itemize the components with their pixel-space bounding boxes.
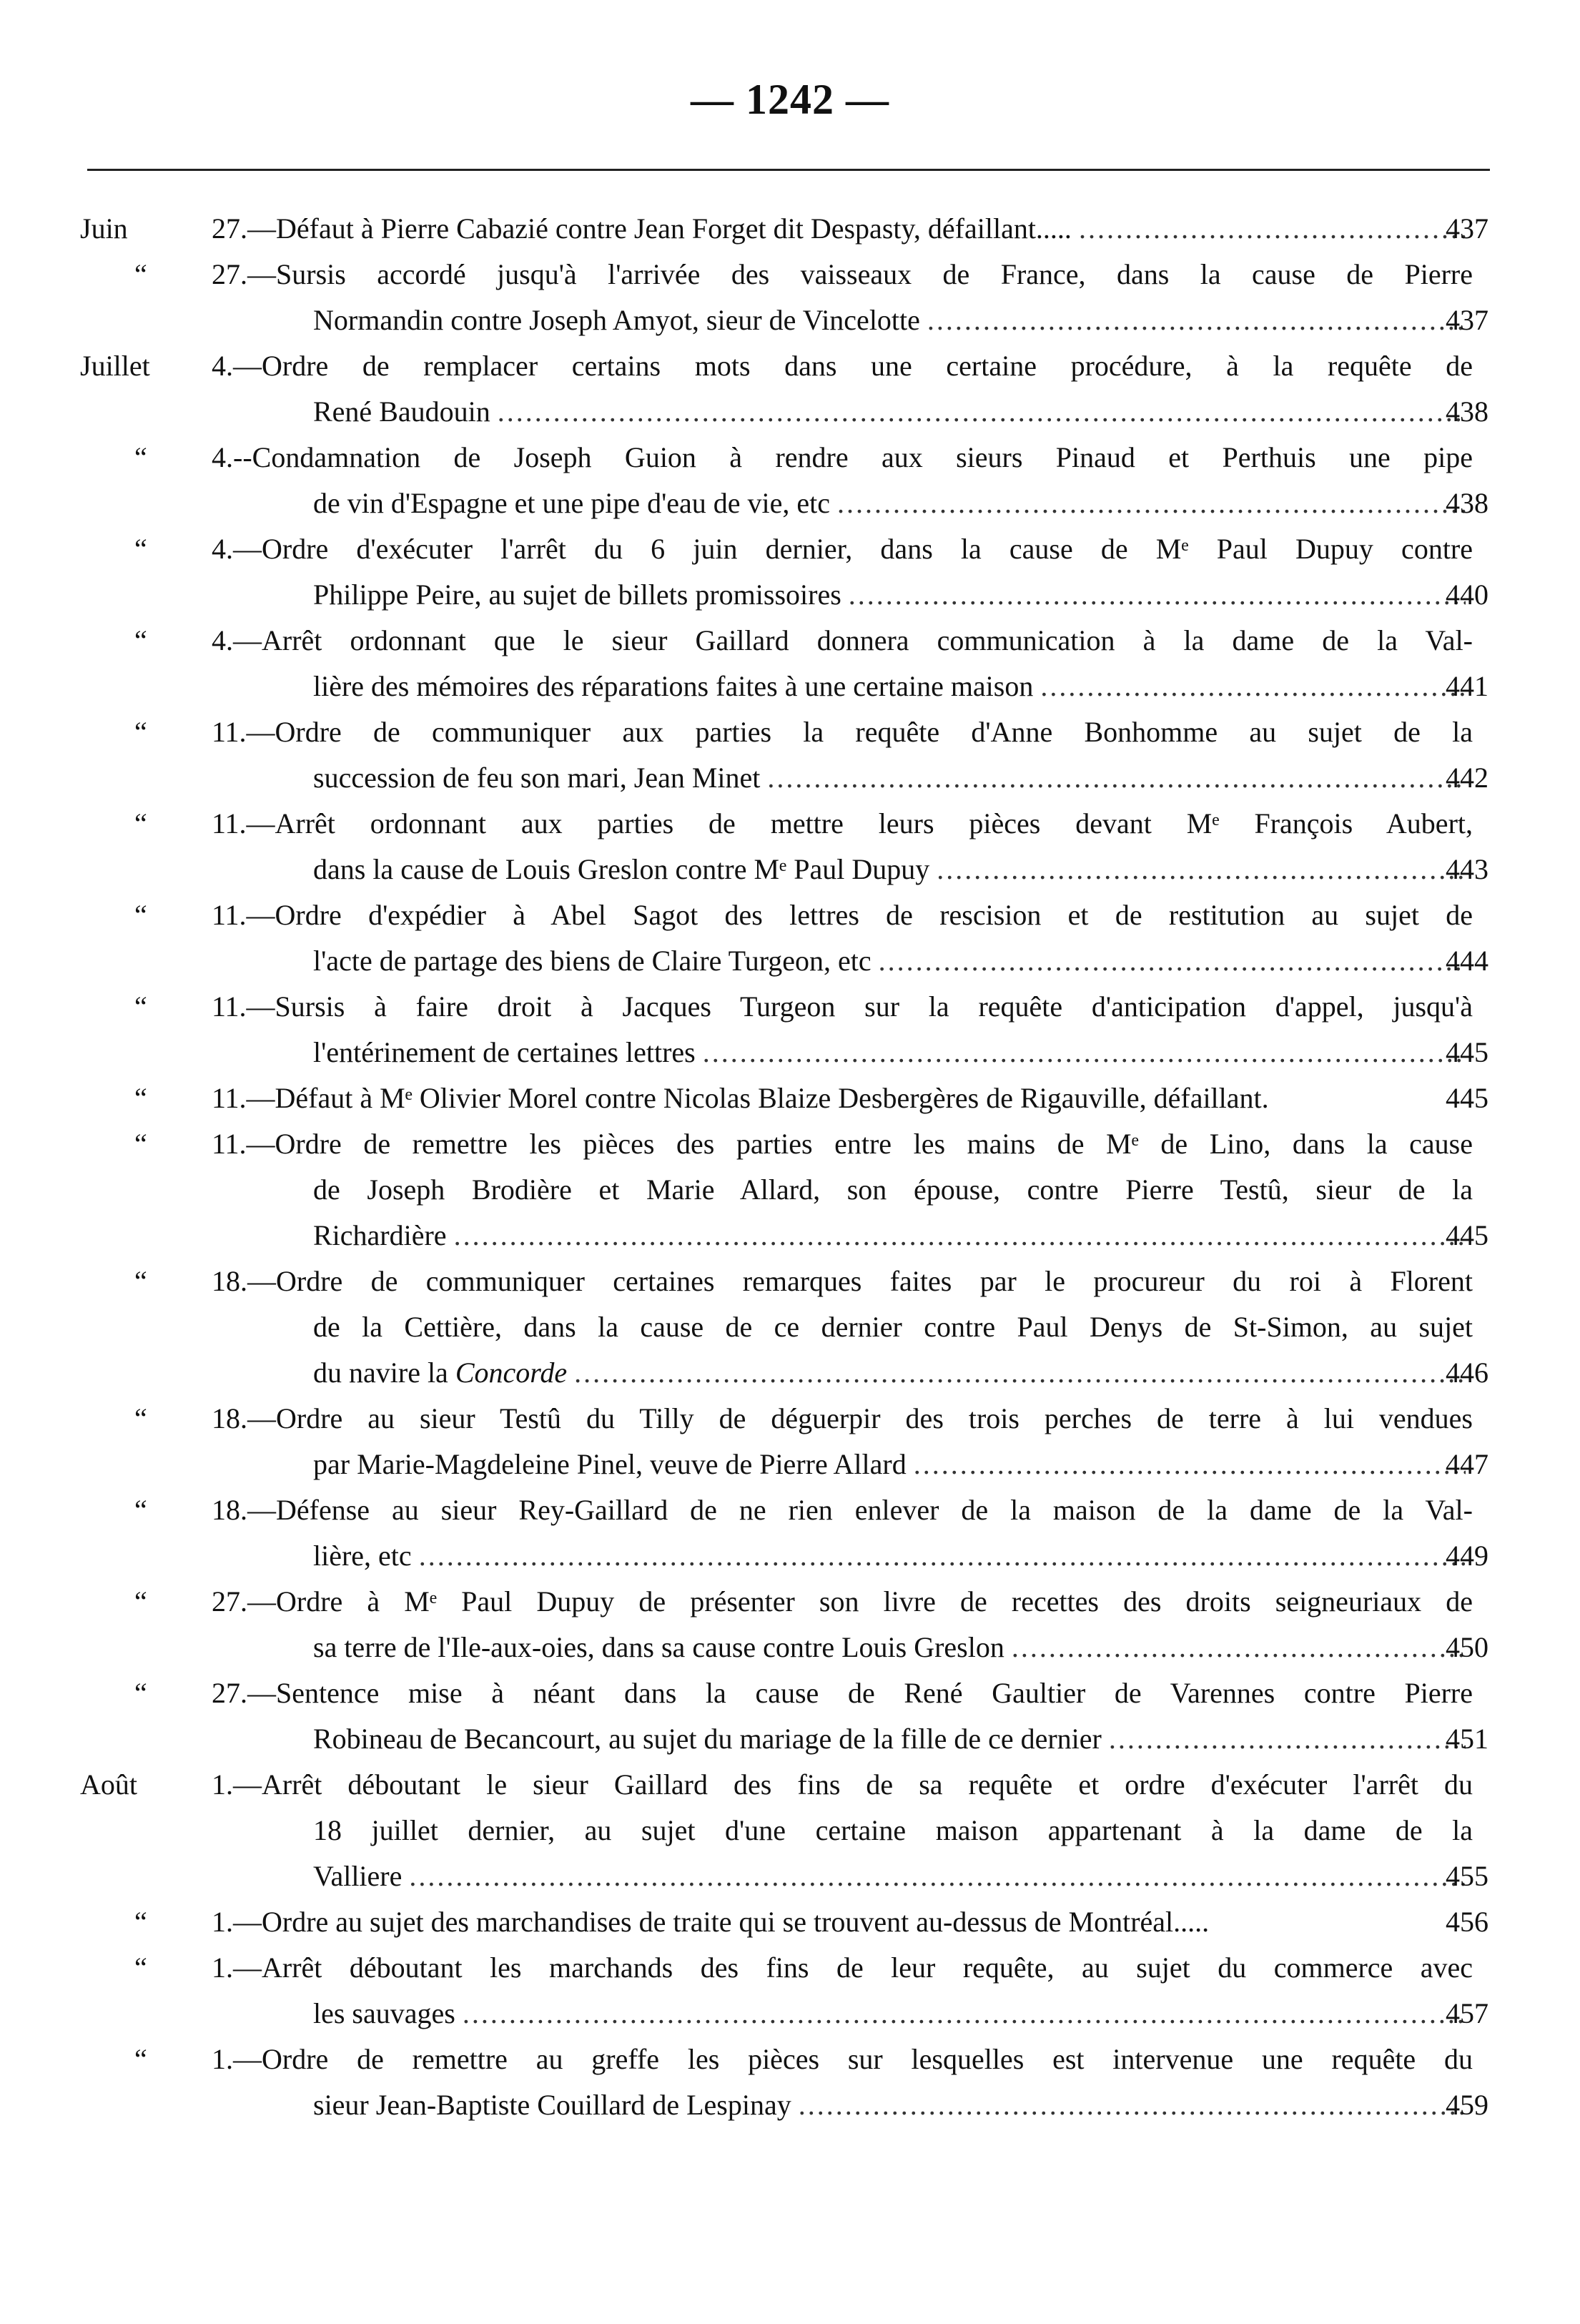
- entry-text: 27.—Sentence mise à néant dans la cause de René Gaultier de Varennes contre Pierre: [212, 1677, 1473, 1709]
- entry-line: [0, 755, 1580, 801]
- entry-line: [0, 1853, 1580, 1899]
- entry-text: [313, 938, 1473, 984]
- page-number: — 1242 —: [691, 76, 889, 123]
- entry-line: [0, 389, 1580, 435]
- entry-line: [0, 2037, 1580, 2082]
- page-reference: 438: [1446, 487, 1488, 519]
- entry-line: [0, 1442, 1580, 1487]
- entry-text: [313, 1442, 1473, 1487]
- index-entry: [0, 1899, 1580, 1945]
- entry-text: [313, 755, 1473, 801]
- entry-text: [313, 297, 1473, 343]
- ditto-mark: “: [134, 1082, 147, 1114]
- entry-line: [0, 481, 1580, 526]
- dot-leader: [454, 1213, 1466, 1259]
- entry-line: [0, 984, 1580, 1030]
- ditto-mark: “: [134, 1494, 147, 1526]
- entry-line: [0, 435, 1580, 481]
- entry-text: [313, 664, 1473, 709]
- page-reference: 441: [1446, 670, 1488, 702]
- entry-text-content: succession de feu son mari, Jean Minet: [313, 762, 761, 794]
- entry-text: 11.—Arrêt ordonnant aux parties de mettre leurs pièces devant Mᵉ François Aubert,: [212, 807, 1473, 840]
- page-reference: 450: [1446, 1631, 1488, 1663]
- entry-text: [313, 1030, 1473, 1075]
- entry-text: [313, 1853, 1473, 1899]
- ditto-mark: “: [134, 441, 147, 473]
- index-entry: [0, 2037, 1580, 2128]
- entry-line: [0, 297, 1580, 343]
- index-entry: [0, 1121, 1580, 1259]
- ditto-mark: “: [134, 1951, 147, 1984]
- entry-text-content: l'acte de partage des biens de Claire Turgeon, etc: [313, 945, 872, 977]
- entry-line: [0, 252, 1580, 297]
- entry-text-content: lière des mémoires des réparations faites à une certaine maison: [313, 670, 1034, 702]
- entry-line: [0, 1213, 1580, 1259]
- ditto-mark: “: [134, 1906, 147, 1938]
- page-reference: 447: [1446, 1448, 1488, 1480]
- page-reference: 445: [1446, 1036, 1488, 1068]
- entry-text: [313, 1716, 1473, 1762]
- entry-text: 4.—Arrêt ordonnant que le sieur Gaillard donnera communication à la dame de la Val-: [212, 624, 1473, 656]
- entry-line: [0, 847, 1580, 892]
- entry-text-content: Richardière: [313, 1219, 447, 1251]
- entry-text: [313, 2082, 1473, 2128]
- ditto-mark: “: [134, 624, 147, 656]
- ditto-mark: “: [134, 807, 147, 840]
- dot-leader: [767, 755, 1466, 801]
- entry-text-content: Valliere: [313, 1860, 403, 1892]
- entry-line: [0, 1945, 1580, 1991]
- entry-text: 18.—Ordre au sieur Testû du Tilly de déguerpir des trois perches de terre à lui vendues: [212, 1402, 1473, 1434]
- index-entry: [0, 252, 1580, 343]
- entry-line: [0, 1121, 1580, 1167]
- entry-line: [0, 206, 1580, 252]
- entry-text: de Joseph Brodière et Marie Allard, son épouse, contre Pierre Testû, sieur de la: [313, 1173, 1473, 1206]
- entry-text: [313, 1991, 1473, 2037]
- dot-leader: [837, 481, 1466, 526]
- entry-line: [0, 1396, 1580, 1442]
- entry-text-content: 27.—Défaut à Pierre Cabazié contre Jean Forget dit Despasty, défaillant.....: [212, 212, 1072, 245]
- entry-text-content: lière, etc: [313, 1540, 412, 1572]
- ditto-mark: “: [134, 258, 147, 290]
- entry-text: 27.—Sursis accordé jusqu'à l'arrivée des vaisseaux de France, dans la cause de Pierre: [212, 258, 1473, 290]
- entry-text: 11.—Ordre d'expédier à Abel Sagot des lettres de rescision et de restitution au sujet de: [212, 899, 1473, 931]
- page-reference: 459: [1446, 2089, 1488, 2121]
- entry-line: [0, 618, 1580, 664]
- entry-text: 1.—Ordre de remettre au greffe les pièces sur lesquelles est intervenue une requête du: [212, 2043, 1473, 2075]
- page-reference: 449: [1446, 1540, 1488, 1572]
- entry-text-content: l'entérinement de certaines lettres: [313, 1036, 696, 1068]
- index-entry: [0, 1396, 1580, 1487]
- entry-line: [0, 1259, 1580, 1304]
- dot-leader: [1012, 1625, 1466, 1670]
- entry-text: [313, 847, 1473, 892]
- entry-line: [0, 1670, 1580, 1716]
- entry-line: [0, 1625, 1580, 1670]
- ditto-mark: “: [134, 1677, 147, 1709]
- entry-text: 1.—Ordre au sujet des marchandises de traite qui se trouvent au-dessus de Montréal.....: [212, 1906, 1210, 1938]
- entry-text-content: Robineau de Becancourt, au sujet du mariage de la fille de ce dernier: [313, 1723, 1102, 1755]
- entry-text: [313, 572, 1473, 618]
- dot-leader: [463, 1991, 1466, 2037]
- entry-line: [0, 1533, 1580, 1579]
- entry-line: [0, 664, 1580, 709]
- index-entry: [0, 206, 1580, 252]
- entry-text: [212, 206, 1473, 252]
- index-entry: [0, 526, 1580, 618]
- entry-line: [0, 526, 1580, 572]
- index-entry: [0, 984, 1580, 1075]
- ditto-mark: “: [134, 2043, 147, 2075]
- entry-text-content: Normandin contre Joseph Amyot, sieur de Vincelotte: [313, 304, 920, 336]
- entry-text: 1.—Arrêt déboutant le sieur Gaillard des fins de sa requête et ordre d'exécuter l'arrêt du: [212, 1768, 1473, 1801]
- entry-text-content: Philippe Peire, au sujet de billets promissoires: [313, 578, 841, 611]
- header-rule: [87, 169, 1490, 171]
- index-entry: [0, 801, 1580, 892]
- index-entry: [0, 1579, 1580, 1670]
- page-reference: 451: [1446, 1723, 1488, 1755]
- dot-leader: [1040, 664, 1466, 709]
- page-reference: 440: [1446, 578, 1488, 611]
- entry-text: [313, 1625, 1473, 1670]
- page-reference: 437: [1446, 212, 1488, 245]
- dot-leader: [498, 389, 1466, 435]
- entry-line: [0, 892, 1580, 938]
- index-entry: [0, 618, 1580, 709]
- index-entry: [0, 1762, 1580, 1899]
- dot-leader: [937, 847, 1466, 892]
- entry-line: [0, 1808, 1580, 1853]
- entry-text: [313, 1213, 1473, 1259]
- month-label: Juillet: [80, 350, 150, 382]
- entry-text: [313, 389, 1473, 435]
- entry-text: 18.—Ordre de communiquer certaines remarques faites par le procureur du roi à Florent: [212, 1265, 1473, 1297]
- index-entry: [0, 1259, 1580, 1396]
- ditto-mark: “: [134, 1402, 147, 1434]
- entry-text-content: du navire la Concorde: [313, 1357, 568, 1389]
- index-entry: [0, 709, 1580, 801]
- page-reference: 438: [1446, 395, 1488, 428]
- entry-line: [0, 1304, 1580, 1350]
- dot-leader: [927, 297, 1466, 343]
- index-entry: [0, 1487, 1580, 1579]
- month-label: Août: [80, 1768, 137, 1801]
- ship-name: Concorde: [455, 1357, 568, 1389]
- entry-text-content: René Baudouin: [313, 395, 490, 428]
- entry-text: [313, 481, 1473, 526]
- entry-text: 4.--Condamnation de Joseph Guion à rendre aux sieurs Pinaud et Perthuis une pipe: [212, 441, 1473, 473]
- page-reference: 455: [1446, 1860, 1488, 1892]
- entry-text: 11.—Ordre de communiquer aux parties la requête d'Anne Bonhomme au sujet de la: [212, 716, 1473, 748]
- entry-text: 4.—Ordre de remplacer certains mots dans une certaine procédure, à la requête de: [212, 350, 1473, 382]
- ditto-mark: “: [134, 533, 147, 565]
- index-entry: [0, 892, 1580, 984]
- dot-leader: [799, 2082, 1466, 2128]
- index-entry: [0, 435, 1580, 526]
- entry-line: [0, 801, 1580, 847]
- entry-text: [313, 1350, 1473, 1396]
- page-reference: 444: [1446, 945, 1488, 977]
- dot-leader: [849, 572, 1466, 618]
- entry-line: [0, 1075, 1580, 1121]
- entry-text: 27.—Ordre à Mᵉ Paul Dupuy de présenter son livre de recettes des droits seigneuriaux de: [212, 1585, 1473, 1618]
- page-reference: 443: [1446, 853, 1488, 885]
- entry-text-content: les sauvages: [313, 1997, 455, 2029]
- dot-leader: [574, 1350, 1466, 1396]
- entry-line: [0, 1167, 1580, 1213]
- index-entry: [0, 1670, 1580, 1762]
- index-entry: [0, 1075, 1580, 1121]
- entry-line: [0, 1716, 1580, 1762]
- entry-text-content: sieur Jean-Baptiste Couillard de Lespinay: [313, 2089, 791, 2121]
- entry-text-content: dans la cause de Louis Greslon contre Mᵉ Paul Dupuy: [313, 853, 930, 885]
- entry-line: [0, 2082, 1580, 2128]
- index-entry: [0, 1945, 1580, 2037]
- ditto-mark: “: [134, 1265, 147, 1297]
- entry-list: [0, 206, 1580, 2128]
- entry-text: de la Cettière, dans la cause de ce dernier contre Paul Denys de St-Simon, au sujet: [313, 1311, 1473, 1343]
- entry-text: 18.—Défense au sieur Rey-Gaillard de ne rien enlever de la maison de la dame de la Val-: [212, 1494, 1473, 1526]
- entry-text: 11.—Défaut à Mᵉ Olivier Morel contre Nicolas Blaize Desbergères de Rigauville, défaillant.: [212, 1082, 1269, 1114]
- dot-leader: [914, 1442, 1466, 1487]
- dot-leader: [419, 1533, 1466, 1579]
- entry-line: [0, 1762, 1580, 1808]
- ditto-mark: “: [134, 716, 147, 748]
- page-reference: 437: [1446, 304, 1488, 336]
- ditto-mark: “: [134, 1585, 147, 1618]
- ditto-mark: “: [134, 1128, 147, 1160]
- entry-text: 4.—Ordre d'exécuter l'arrêt du 6 juin dernier, dans la cause de Mᵉ Paul Dupuy contre: [212, 533, 1473, 565]
- page-reference: 445: [1446, 1219, 1488, 1251]
- entry-text: 18 juillet dernier, au sujet d'une certaine maison appartenant à la dame de la: [313, 1814, 1473, 1846]
- month-label: Juin: [80, 212, 128, 245]
- entry-text-content: sa terre de l'Ile-aux-oies, dans sa cause contre Louis Greslon: [313, 1631, 1004, 1663]
- entry-text-content: de vin d'Espagne et une pipe d'eau de vie, etc: [313, 487, 831, 519]
- entry-line: [0, 1487, 1580, 1533]
- entry-line: [0, 1899, 1580, 1945]
- index-entry: [0, 343, 1580, 435]
- entry-text: 11.—Sursis à faire droit à Jacques Turgeon sur la requête d'anticipation d'appel, jusqu'à: [212, 990, 1473, 1023]
- entry-line: [0, 1991, 1580, 2037]
- entry-text: [313, 1533, 1473, 1579]
- entry-text: 1.—Arrêt déboutant les marchands des fins de leur requête, au sujet du commerce avec: [212, 1951, 1473, 1984]
- entry-line: [0, 938, 1580, 984]
- page-reference: 445: [1446, 1082, 1488, 1114]
- entry-line: [0, 1350, 1580, 1396]
- entry-line: [0, 1030, 1580, 1075]
- entry-line: [0, 343, 1580, 389]
- page-reference: 442: [1446, 762, 1488, 794]
- entry-line: [0, 709, 1580, 755]
- page-reference: 446: [1446, 1357, 1488, 1389]
- entry-line: [0, 1579, 1580, 1625]
- entry-text: 11.—Ordre de remettre les pièces des parties entre les mains de Mᵉ de Lino, dans la cause: [212, 1128, 1473, 1160]
- ditto-mark: “: [134, 899, 147, 931]
- page-reference: 456: [1446, 1906, 1488, 1938]
- page-reference: 457: [1446, 1997, 1488, 2029]
- dot-leader: [703, 1030, 1466, 1075]
- ditto-mark: “: [134, 990, 147, 1023]
- dot-leader: [879, 938, 1466, 984]
- dot-leader: [409, 1853, 1466, 1899]
- entry-text-content: par Marie-Magdeleine Pinel, veuve de Pierre Allard: [313, 1448, 907, 1480]
- entry-line: [0, 572, 1580, 618]
